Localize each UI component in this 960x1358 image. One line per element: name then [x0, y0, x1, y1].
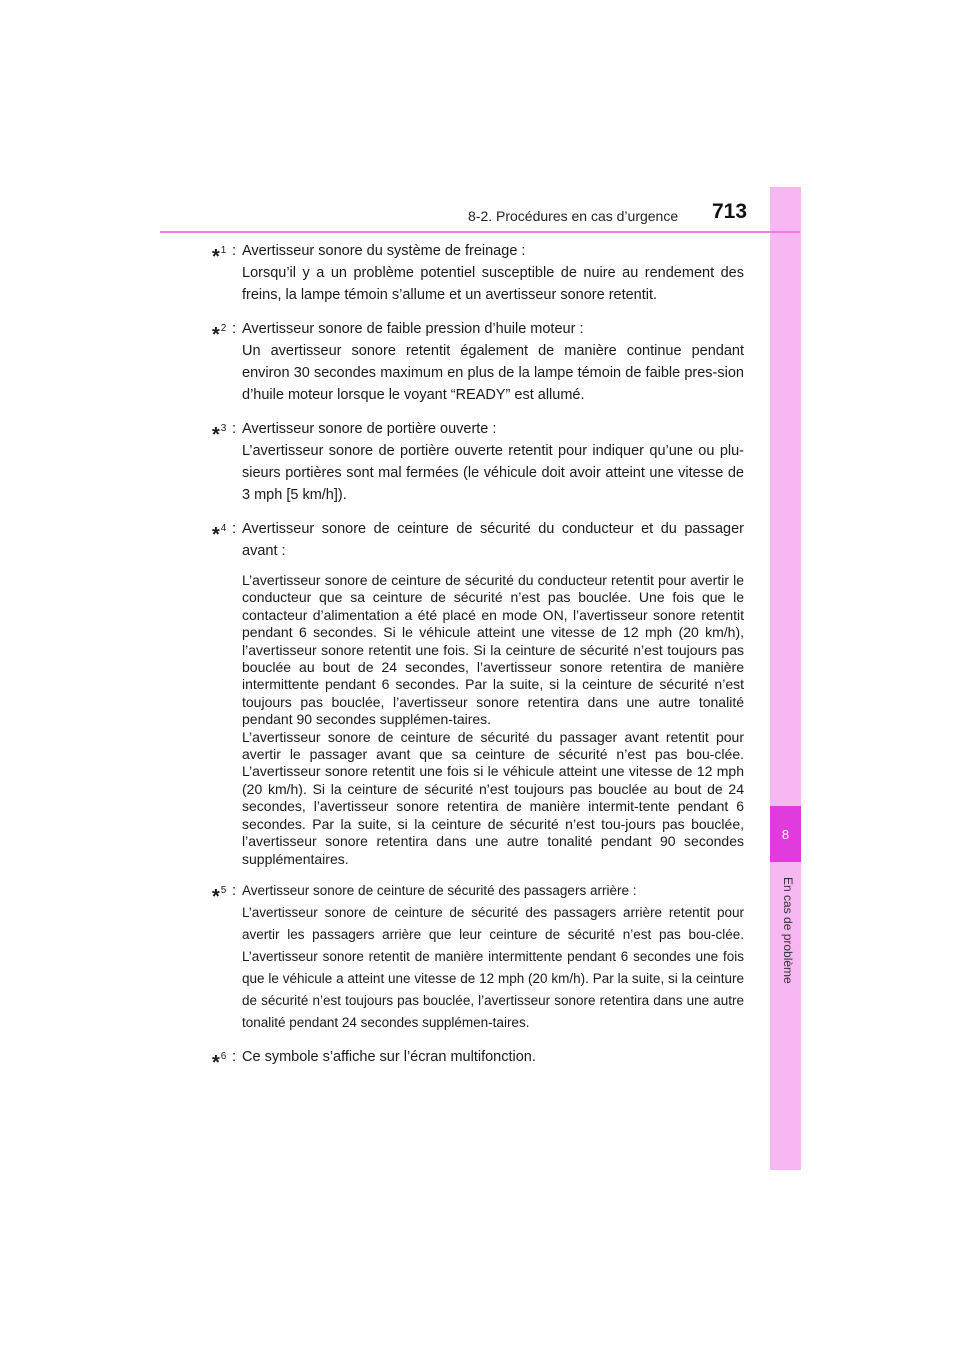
chapter-number: 8: [781, 826, 790, 842]
note-title: Avertisseur sonore de ceinture de sécurité des passagers arrière :: [242, 882, 637, 898]
note-marker: *$^4$ :: [212, 520, 237, 546]
note-5: [212, 880, 744, 1034]
header-divider: [160, 231, 800, 233]
chapter-title: En cas de problème: [781, 877, 795, 984]
note-marker: *$^1$ :: [212, 242, 237, 268]
note-3: [212, 418, 744, 506]
section-title: 8-2. Procédures en cas d’urgence: [468, 208, 679, 224]
note-paragraph: L’avertisseur sonore de ceinture de sécurité du passager avant retentit pour avertir le passager avant que sa ceinture de sécurité n’est pas bou-clée. L’avertisseur sonore retentit une fois si le véhicule atteint une vitesse de 12 mph (20 km/h). Si la ceinture de sécurité n’est toujours pas bouclée au bout de 24 secondes, l’avertisseur sonore retentira de manière intermit-tente pendant 6 secondes. Par la suite, si la ceinture de sécurité n’est tou-jours pas bouclée, l’avertisseur sonore retentira dans une autre tonalité pendant 90 secondes supplémentaires.: [242, 728, 744, 867]
notes-list: [212, 240, 744, 1080]
note-1: [212, 240, 744, 306]
note-title: Avertisseur sonore de ceinture de sécurité du conducteur et du passager avant :: [242, 521, 744, 559]
note-title: Ce symbole s’affiche sur l’écran multifonction.: [242, 1048, 536, 1065]
note-body: L’avertisseur sonore de ceinture de sécurité des passagers arrière retentit pour avertir les passagers arrière que leur ceinture de sécurité n’est pas bou-clée. L’avertisseur sonore retentit de manière intermittente pendant 6 secondes une fois que le véhicule a atteint une vitesse de 12 mph (20 km/h). Par la suite, si la ceinture de sécurité n’est toujours pas bouclée, l’avertisseur sonore retentira dans une autre tonalité pendant 24 secondes supplémen-taires.: [242, 904, 744, 1030]
note-paragraph: L’avertisseur sonore de ceinture de sécurité du conducteur retentit pour avertir le conducteur que sa ceinture de sécurité n’est pas bouclée. Une fois que le contacteur d’alimentation a été placé en mode ON, l’avertisseur sonore retentit pendant 6 secondes. Si le véhicule atteint une vitesse de 12 mph (20 km/h), l’avertisseur sonore retentit une fois. Si la ceinture de sécurité n’est toujours pas bouclée au bout de 24 secondes, l’avertisseur sonore retentira de manière intermittente pendant 6 secondes. Par la suite, si la ceinture de sécurité n’est toujours pas bouclée, l’avertisseur sonore retentira dans une autre tonalité pendant 90 secondes supplémen-taires.: [242, 572, 744, 728]
note-body: Un avertisseur sonore retentit également de manière continue pendant environ 30 secondes maximum en plus de la lampe témoin de faible pres-sion d’huile moteur lorsque le voyant “READY” est allumé.: [242, 343, 744, 403]
note-marker: *$^6$ :: [212, 1047, 237, 1074]
note-body: Lorsqu’il y a un problème potentiel susceptible de nuire au rendement des freins, la lampe témoin s’allume et un avertisseur sonore retentit.: [242, 265, 744, 303]
note-title: Avertisseur sonore de faible pression d’huile moteur :: [242, 321, 584, 337]
note-marker: *$^2$ :: [212, 320, 237, 346]
note-title: Avertisseur sonore du système de freinage :: [242, 243, 526, 259]
note-marker: *$^5$ :: [212, 881, 237, 908]
page-number: 713: [712, 200, 748, 223]
note-body: L’avertisseur sonore de portière ouverte retentit pour indiquer qu’une ou plu-sieurs portières sont mal fermées (le véhicule doit avoir atteint une vitesse de 3 mph [5 km/h]).: [242, 443, 744, 503]
note-title: Avertisseur sonore de portière ouverte :: [242, 421, 497, 437]
note-2: [212, 318, 744, 406]
note-4: [212, 518, 744, 868]
chapter-number-badge: [770, 806, 801, 862]
note-body: [242, 572, 744, 868]
note-marker: *$^3$ :: [212, 420, 237, 446]
note-6: [212, 1046, 744, 1074]
